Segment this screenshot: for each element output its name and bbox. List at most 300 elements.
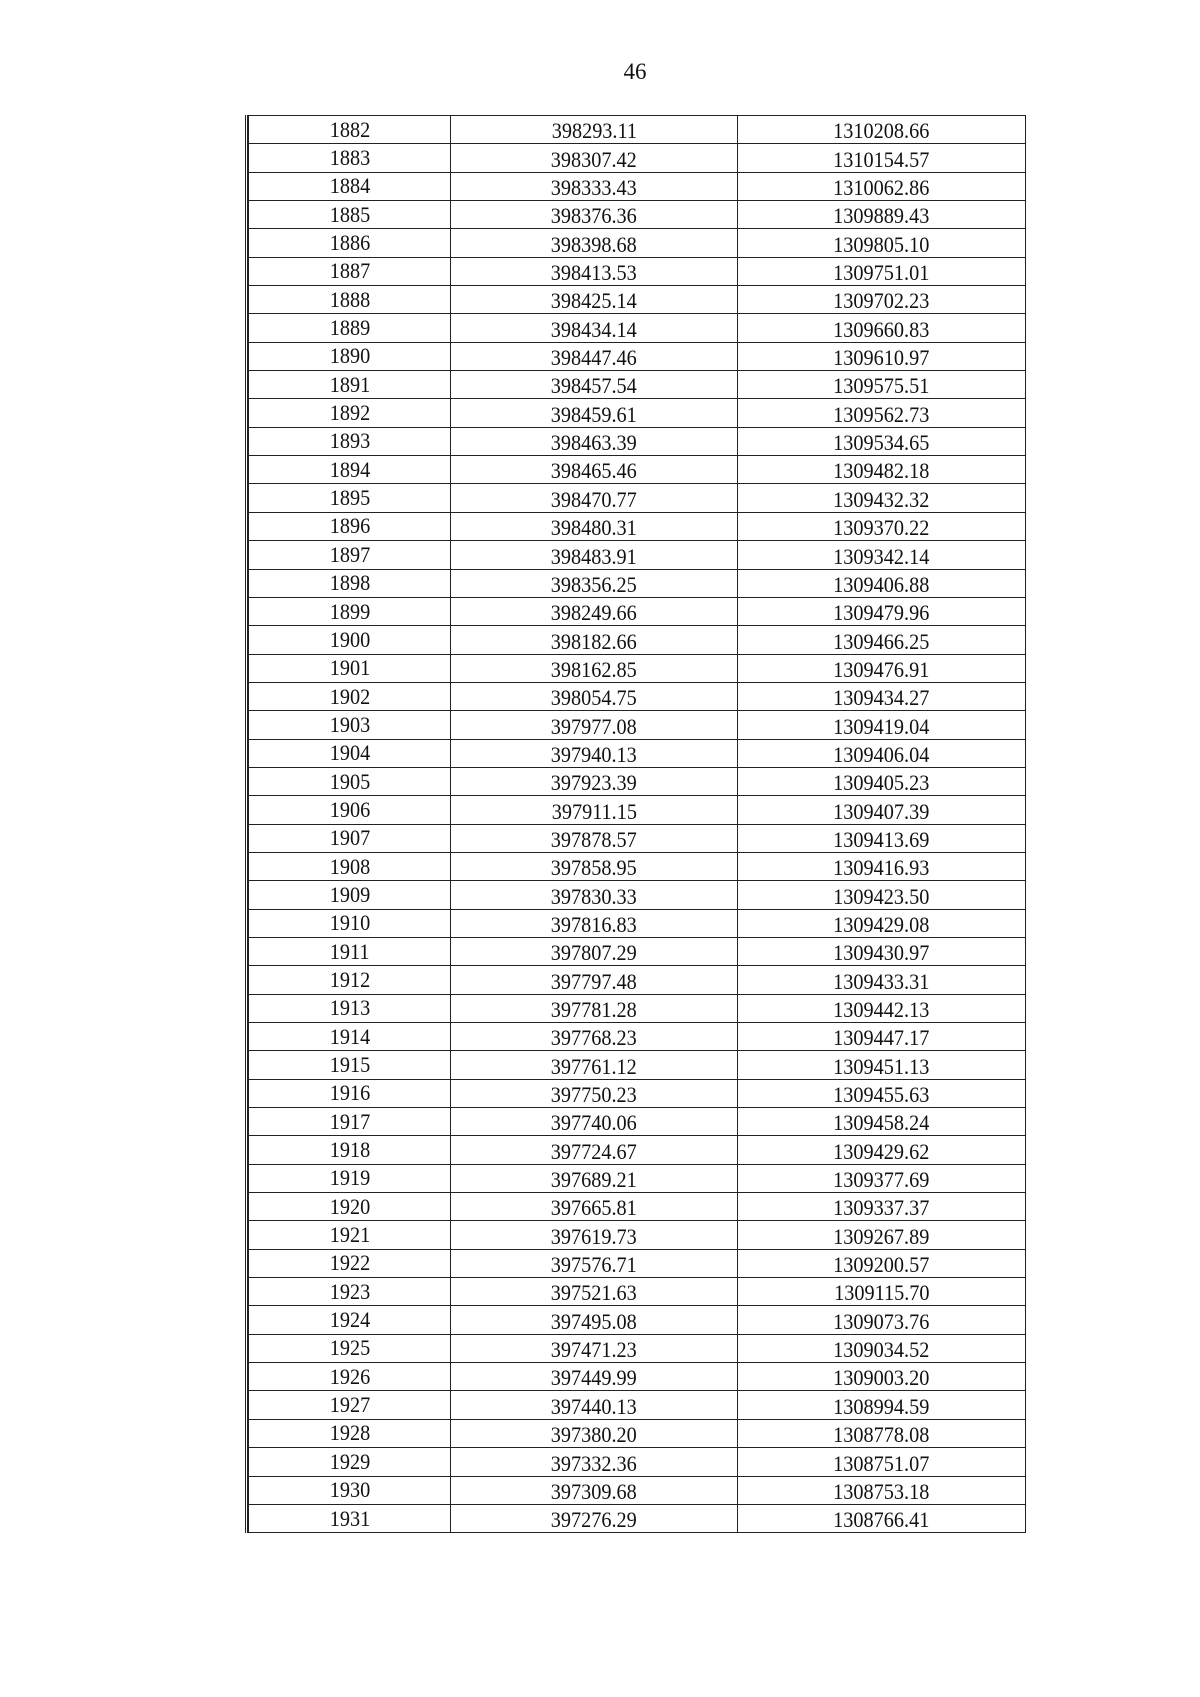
x-coordinate-value: 397665.81: [550, 1195, 638, 1221]
table-row: [249, 569, 1026, 597]
x-coordinate-cell: [451, 767, 738, 795]
point-number-cell: [249, 654, 451, 682]
y-coordinate-cell: [738, 682, 1026, 710]
y-coordinate-value: 1309429.08: [833, 911, 930, 937]
x-coordinate-value: 398425.14: [550, 288, 638, 314]
y-coordinate-cell: [738, 569, 1026, 597]
y-coordinate-value: 1310154.57: [833, 146, 930, 172]
y-coordinate-cell: [738, 1363, 1026, 1391]
point-number-cell: [249, 314, 451, 342]
y-coordinate-value: 1308753.18: [833, 1478, 930, 1504]
x-coordinate-value: 397878.57: [550, 826, 638, 852]
y-coordinate-value: 1309377.69: [833, 1167, 930, 1193]
y-coordinate-value: 1309342.14: [833, 543, 930, 569]
y-coordinate-cell: [738, 597, 1026, 625]
x-coordinate-cell: [451, 1164, 738, 1192]
point-number-cell: [249, 1108, 451, 1136]
y-coordinate-cell: [738, 1164, 1026, 1192]
point-number-value: 1917: [329, 1108, 370, 1134]
y-coordinate-cell: [738, 1419, 1026, 1447]
y-coordinate-cell: [738, 229, 1026, 257]
x-coordinate-value: 397781.28: [550, 997, 638, 1022]
point-number-cell: [249, 1334, 451, 1362]
point-number-value: 1902: [329, 683, 370, 709]
y-coordinate-cell: [738, 1334, 1026, 1362]
point-number-cell: [249, 541, 451, 569]
x-coordinate-cell: [451, 512, 738, 540]
point-number-value: 1928: [329, 1420, 370, 1446]
point-number-cell: [249, 144, 451, 172]
point-number-value: 1890: [329, 343, 370, 369]
y-coordinate-value: 1309433.31: [833, 968, 930, 994]
x-coordinate-cell: [451, 484, 738, 512]
x-coordinate-cell: [451, 852, 738, 880]
point-number-cell: [249, 881, 451, 909]
x-coordinate-value: 397449.99: [550, 1365, 638, 1391]
point-number-cell: [249, 1448, 451, 1476]
table-row: [249, 1108, 1026, 1136]
x-coordinate-value: 398459.61: [550, 401, 638, 427]
table-row: [249, 824, 1026, 852]
y-coordinate-cell: [738, 314, 1026, 342]
y-coordinate-cell: [738, 937, 1026, 965]
x-coordinate-value: 397977.08: [550, 713, 638, 739]
point-number-value: 1884: [329, 173, 370, 199]
y-coordinate-cell: [738, 654, 1026, 682]
table-row: [249, 257, 1026, 285]
x-coordinate-cell: [451, 1391, 738, 1419]
x-coordinate-cell: [451, 1278, 738, 1306]
point-number-cell: [249, 569, 451, 597]
y-coordinate-cell: [738, 1306, 1026, 1334]
point-number-cell: [249, 852, 451, 880]
x-coordinate-value: 398398.68: [550, 231, 638, 257]
x-coordinate-cell: [451, 1448, 738, 1476]
x-coordinate-cell: [451, 1023, 738, 1051]
point-number-value: 1912: [329, 966, 370, 992]
y-coordinate-cell: [738, 342, 1026, 370]
x-coordinate-value: 397440.13: [550, 1393, 638, 1419]
x-coordinate-value: 397750.23: [550, 1082, 638, 1108]
y-coordinate-cell: [738, 909, 1026, 937]
point-number-cell: [249, 767, 451, 795]
y-coordinate-cell: [738, 427, 1026, 455]
table-row: [249, 796, 1026, 824]
point-number-value: 1913: [329, 995, 370, 1021]
x-coordinate-cell: [451, 626, 738, 654]
point-number-value: 1916: [329, 1080, 370, 1106]
point-number-cell: [249, 682, 451, 710]
y-coordinate-cell: [738, 1136, 1026, 1164]
y-coordinate-value: 1309034.52: [833, 1337, 930, 1363]
table-row: [249, 1306, 1026, 1334]
y-coordinate-value: 1309610.97: [833, 345, 930, 371]
x-coordinate-cell: [451, 881, 738, 909]
x-coordinate-value: 397576.71: [550, 1252, 638, 1278]
x-coordinate-cell: [451, 711, 738, 739]
x-coordinate-value: 397816.83: [550, 911, 638, 937]
point-number-value: 1885: [329, 201, 370, 227]
x-coordinate-cell: [451, 314, 738, 342]
x-coordinate-value: 398307.42: [550, 146, 638, 172]
point-number-cell: [249, 399, 451, 427]
point-number-cell: [249, 1476, 451, 1504]
x-coordinate-value: 398463.39: [550, 430, 638, 456]
y-coordinate-cell: [738, 1504, 1026, 1532]
table-row: [249, 286, 1026, 314]
point-number-cell: [249, 711, 451, 739]
y-coordinate-cell: [738, 767, 1026, 795]
table-row: [249, 937, 1026, 965]
table-row: [249, 966, 1026, 994]
point-number-cell: [249, 229, 451, 257]
table-row: [249, 399, 1026, 427]
y-coordinate-cell: [738, 994, 1026, 1022]
x-coordinate-value: 397940.13: [550, 741, 638, 767]
x-coordinate-cell: [451, 824, 738, 852]
point-number-value: 1926: [329, 1363, 370, 1389]
point-number-cell: [249, 484, 451, 512]
point-number-cell: [249, 966, 451, 994]
point-number-value: 1927: [329, 1392, 370, 1418]
point-number-value: 1886: [329, 230, 370, 256]
y-coordinate-value: 1309413.69: [833, 826, 930, 852]
point-number-value: 1901: [329, 655, 370, 681]
y-coordinate-cell: [738, 512, 1026, 540]
point-number-value: 1907: [329, 825, 370, 851]
table-row: [249, 342, 1026, 370]
point-number-value: 1908: [329, 853, 370, 879]
table-row: [249, 1334, 1026, 1362]
y-coordinate-value: 1309200.57: [833, 1252, 930, 1278]
table-row: [249, 909, 1026, 937]
point-number-cell: [249, 1306, 451, 1334]
y-coordinate-cell: [738, 116, 1026, 144]
table-row: [249, 1504, 1026, 1532]
y-coordinate-cell: [738, 286, 1026, 314]
x-coordinate-value: 397495.08: [550, 1308, 638, 1334]
y-coordinate-value: 1309416.93: [833, 855, 930, 881]
x-coordinate-cell: [451, 796, 738, 824]
y-coordinate-value: 1308994.59: [833, 1393, 930, 1419]
table-row: [249, 371, 1026, 399]
y-coordinate-cell: [738, 541, 1026, 569]
x-coordinate-value: 397471.23: [550, 1337, 638, 1363]
x-coordinate-cell: [451, 1051, 738, 1079]
y-coordinate-cell: [738, 144, 1026, 172]
point-number-cell: [249, 1136, 451, 1164]
point-number-value: 1894: [329, 456, 370, 482]
y-coordinate-cell: [738, 456, 1026, 484]
y-coordinate-value: 1309423.50: [833, 883, 930, 909]
point-number-value: 1903: [329, 711, 370, 737]
point-number-value: 1930: [329, 1477, 370, 1503]
x-coordinate-cell: [451, 1193, 738, 1221]
point-number-value: 1914: [329, 1023, 370, 1049]
x-coordinate-value: 397740.06: [550, 1110, 638, 1136]
table-row: [249, 201, 1026, 229]
table-row: [249, 314, 1026, 342]
y-coordinate-value: 1309805.10: [833, 231, 930, 257]
y-coordinate-value: 1309267.89: [833, 1223, 930, 1249]
table-row: [249, 711, 1026, 739]
y-coordinate-cell: [738, 824, 1026, 852]
table-row: [249, 1448, 1026, 1476]
y-coordinate-cell: [738, 626, 1026, 654]
point-number-cell: [249, 1051, 451, 1079]
x-coordinate-cell: [451, 541, 738, 569]
coordinates-table-container: [245, 115, 1025, 1533]
y-coordinate-cell: [738, 1249, 1026, 1277]
point-number-cell: [249, 994, 451, 1022]
x-coordinate-value: 397807.29: [550, 940, 638, 966]
x-coordinate-value: 398356.25: [550, 571, 638, 597]
y-coordinate-cell: [738, 1391, 1026, 1419]
y-coordinate-value: 1309482.18: [833, 458, 930, 484]
table-row: [249, 767, 1026, 795]
point-number-cell: [249, 937, 451, 965]
point-number-cell: [249, 1363, 451, 1391]
y-coordinate-value: 1309479.96: [833, 600, 930, 626]
x-coordinate-value: 397830.33: [550, 883, 638, 909]
point-number-cell: [249, 342, 451, 370]
y-coordinate-value: 1308751.07: [833, 1450, 930, 1476]
y-coordinate-value: 1309476.91: [833, 656, 930, 682]
point-number-cell: [249, 201, 451, 229]
y-coordinate-cell: [738, 484, 1026, 512]
table-row: [249, 1023, 1026, 1051]
table-row: [249, 739, 1026, 767]
point-number-value: 1919: [329, 1165, 370, 1191]
x-coordinate-value: 398457.54: [550, 373, 638, 399]
point-number-value: 1888: [329, 286, 370, 312]
y-coordinate-value: 1309434.27: [833, 685, 930, 711]
x-coordinate-cell: [451, 116, 738, 144]
x-coordinate-cell: [451, 1108, 738, 1136]
table-row: [249, 1051, 1026, 1079]
y-coordinate-value: 1309407.39: [833, 798, 930, 824]
table-row: [249, 484, 1026, 512]
x-coordinate-value: 397332.36: [550, 1450, 638, 1476]
x-coordinate-cell: [451, 994, 738, 1022]
point-number-cell: [249, 1249, 451, 1277]
table-row: [249, 1419, 1026, 1447]
point-number-value: 1899: [329, 598, 370, 624]
point-number-cell: [249, 172, 451, 200]
x-coordinate-value: 397724.67: [550, 1138, 638, 1164]
x-coordinate-value: 398470.77: [550, 486, 638, 512]
y-coordinate-cell: [738, 1193, 1026, 1221]
table-row: [249, 994, 1026, 1022]
x-coordinate-cell: [451, 597, 738, 625]
table-row: [249, 427, 1026, 455]
y-coordinate-cell: [738, 739, 1026, 767]
point-number-cell: [249, 1278, 451, 1306]
table-row: [249, 1363, 1026, 1391]
x-coordinate-value: 398483.91: [550, 543, 638, 569]
x-coordinate-cell: [451, 1334, 738, 1362]
point-number-cell: [249, 1079, 451, 1107]
y-coordinate-value: 1310062.86: [833, 175, 930, 201]
point-number-value: 1900: [329, 626, 370, 652]
point-number-value: 1897: [329, 541, 370, 567]
y-coordinate-value: 1309451.13: [833, 1053, 930, 1079]
y-coordinate-cell: [738, 1079, 1026, 1107]
y-coordinate-value: 1308766.41: [833, 1507, 930, 1533]
y-coordinate-cell: [738, 711, 1026, 739]
x-coordinate-value: 398376.36: [550, 203, 638, 229]
x-coordinate-cell: [451, 172, 738, 200]
point-number-cell: [249, 824, 451, 852]
x-coordinate-cell: [451, 1221, 738, 1249]
y-coordinate-value: 1309003.20: [833, 1365, 930, 1391]
y-coordinate-cell: [738, 201, 1026, 229]
x-coordinate-value: 398434.14: [550, 316, 638, 342]
y-coordinate-value: 1309405.23: [833, 770, 930, 796]
table-row: [249, 1391, 1026, 1419]
table-row: [249, 512, 1026, 540]
x-coordinate-value: 397797.48: [550, 968, 638, 994]
point-number-value: 1929: [329, 1448, 370, 1474]
table-row: [249, 1476, 1026, 1504]
y-coordinate-cell: [738, 881, 1026, 909]
x-coordinate-value: 397858.95: [550, 855, 638, 881]
point-number-cell: [249, 371, 451, 399]
y-coordinate-value: 1309337.37: [833, 1195, 930, 1221]
y-coordinate-value: 1310208.66: [833, 118, 930, 144]
point-number-cell: [249, 116, 451, 144]
x-coordinate-cell: [451, 427, 738, 455]
point-number-cell: [249, 512, 451, 540]
point-number-value: 1924: [329, 1307, 370, 1333]
x-coordinate-cell: [451, 1363, 738, 1391]
point-number-value: 1905: [329, 768, 370, 794]
point-number-cell: [249, 427, 451, 455]
y-coordinate-cell: [738, 371, 1026, 399]
point-number-value: 1923: [329, 1278, 370, 1304]
point-number-cell: [249, 1164, 451, 1192]
x-coordinate-value: 398465.46: [550, 458, 638, 484]
y-coordinate-cell: [738, 966, 1026, 994]
point-number-value: 1882: [329, 116, 370, 142]
x-coordinate-value: 397380.20: [550, 1422, 638, 1448]
y-coordinate-value: 1309751.01: [833, 260, 930, 286]
y-coordinate-value: 1309466.25: [833, 628, 930, 654]
y-coordinate-cell: [738, 257, 1026, 285]
x-coordinate-cell: [451, 456, 738, 484]
x-coordinate-cell: [451, 371, 738, 399]
point-number-value: 1883: [329, 145, 370, 171]
x-coordinate-value: 398447.46: [550, 345, 638, 371]
table-row: [249, 1249, 1026, 1277]
x-coordinate-cell: [451, 1504, 738, 1532]
y-coordinate-value: 1309430.97: [833, 940, 930, 966]
point-number-cell: [249, 1023, 451, 1051]
x-coordinate-value: 398054.75: [550, 685, 638, 711]
y-coordinate-cell: [738, 1108, 1026, 1136]
x-coordinate-cell: [451, 1249, 738, 1277]
table-row: [249, 852, 1026, 880]
table-row: [249, 597, 1026, 625]
x-coordinate-cell: [451, 682, 738, 710]
y-coordinate-value: 1309575.51: [833, 373, 930, 399]
point-number-cell: [249, 1193, 451, 1221]
y-coordinate-cell: [738, 852, 1026, 880]
x-coordinate-value: 398249.66: [550, 600, 638, 626]
point-number-cell: [249, 456, 451, 484]
point-number-value: 1920: [329, 1193, 370, 1219]
table-row: [249, 172, 1026, 200]
point-number-cell: [249, 796, 451, 824]
point-number-cell: [249, 597, 451, 625]
point-number-cell: [249, 909, 451, 937]
table-row: [249, 1079, 1026, 1107]
y-coordinate-value: 1309370.22: [833, 515, 930, 541]
x-coordinate-value: 397619.73: [550, 1223, 638, 1249]
y-coordinate-value: 1309455.63: [833, 1082, 930, 1108]
point-number-cell: [249, 1391, 451, 1419]
y-coordinate-cell: [738, 1448, 1026, 1476]
table-row: [249, 1193, 1026, 1221]
y-coordinate-value: 1309115.70: [833, 1280, 930, 1306]
x-coordinate-cell: [451, 1419, 738, 1447]
y-coordinate-cell: [738, 796, 1026, 824]
x-coordinate-value: 398333.43: [550, 175, 638, 201]
x-coordinate-value: 398293.11: [551, 118, 637, 144]
x-coordinate-value: 397761.12: [550, 1053, 638, 1079]
table-row: [249, 1221, 1026, 1249]
point-number-cell: [249, 1221, 451, 1249]
point-number-value: 1893: [329, 428, 370, 454]
page-number: 46: [623, 59, 647, 84]
y-coordinate-value: 1309458.24: [833, 1110, 930, 1136]
table-row: [249, 1278, 1026, 1306]
x-coordinate-cell: [451, 286, 738, 314]
table-row: [249, 654, 1026, 682]
point-number-value: 1898: [329, 570, 370, 596]
x-coordinate-value: 397689.21: [550, 1167, 638, 1193]
x-coordinate-value: 397768.23: [550, 1025, 638, 1051]
y-coordinate-cell: [738, 1278, 1026, 1306]
x-coordinate-value: 397309.68: [550, 1478, 638, 1504]
y-coordinate-value: 1309406.04: [833, 741, 930, 767]
x-coordinate-cell: [451, 569, 738, 597]
point-number-cell: [249, 1504, 451, 1532]
x-coordinate-value: 397521.63: [550, 1280, 638, 1306]
table-row: [249, 1164, 1026, 1192]
point-number-value: 1918: [329, 1137, 370, 1163]
point-number-value: 1922: [329, 1250, 370, 1276]
point-number-value: 1911: [329, 938, 370, 964]
point-number-value: 1904: [329, 740, 370, 766]
x-coordinate-cell: [451, 739, 738, 767]
point-number-cell: [249, 1419, 451, 1447]
table-row: [249, 541, 1026, 569]
x-coordinate-cell: [451, 144, 738, 172]
x-coordinate-cell: [451, 654, 738, 682]
x-coordinate-cell: [451, 201, 738, 229]
x-coordinate-cell: [451, 229, 738, 257]
point-number-value: 1895: [329, 485, 370, 511]
point-number-cell: [249, 739, 451, 767]
coordinates-table-body: [249, 116, 1026, 1533]
point-number-value: 1925: [329, 1335, 370, 1361]
table-row: [249, 456, 1026, 484]
x-coordinate-cell: [451, 257, 738, 285]
point-number-value: 1887: [329, 258, 370, 284]
y-coordinate-cell: [738, 1051, 1026, 1079]
x-coordinate-value: 397911.15: [551, 798, 637, 824]
